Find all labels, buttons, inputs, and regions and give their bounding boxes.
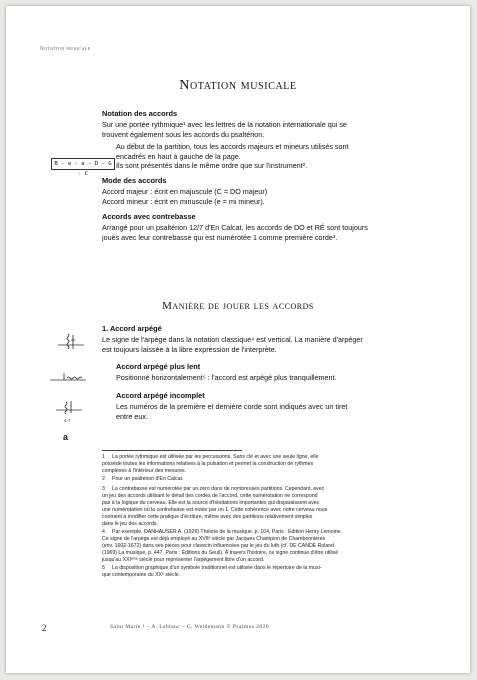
arpeggio-string-range: 4-7	[64, 418, 71, 423]
page-number: 2	[42, 623, 47, 633]
horizontal-arpeggio-icon	[50, 371, 94, 385]
chord-letter-a: a	[63, 432, 69, 442]
paragraph-line: entre eux.	[116, 411, 148, 421]
paragraph-line: joués avec leur contrebasse qui est numérotée 1 comme première corde³.	[102, 232, 338, 242]
footnote-divider	[102, 450, 242, 451]
page-footer: Salut Marie ! – A. Leblanc – C. Weidemann © Psalmos 2020	[110, 624, 269, 630]
footnote-3: 3 La contrebasse est numérotée par un zéro dans de nombreuses partitions. Cependant, avec un jeu des accords utilisant le détail des cordes de l'accord, cette numérotation ne correspond pas à la logique du cerveau. Elle est la source d'hésitations importantes qui disparaissent avec une numérotation où la contrebasse est notée par un 1. Cette cohérence avec notre cerveau nous contraint à modifier cette pratique d'écriture, même avec des partitions relativement simples dans le jeu des accords.	[102, 486, 328, 527]
footnote-4: 4 Par exemple, DANHAUSER A. (1929) Théorie de la musique, p. 104, Paris : Édition Henry Lemoine. Ce signe de l'arpège est déjà employé au XVIIᵉ siècle par Jacques Champion de Chambonnières (env. 1602-1672) dans ses pièces pour clavecin influencées par le jeu du luth (cf. DE CANDÉ Roland (1969) La musique, p. 447, Paris : Éditions du Seuil). À travers l'histoire, ce signe continue d'être utilisé jusqu'au XXIᵉᵐᵉ siècle pour représenter l'arpègement libre d'un accord.	[102, 529, 342, 563]
section-title: Manière de jouer les accords	[162, 300, 314, 312]
paragraph-line: Sur une portée rythmique¹ avec les lettres de la notation internationale qui se	[102, 120, 347, 129]
incomplete-arpeggio-icon	[56, 398, 86, 426]
footnote-1: 1 La portée rythmique est utilisée par les percussions. Sans clé et avec une seule ligne, elle possède toutes les informations relatives à la pulsation et permet la construction de rythmes complexes à l'intérieur des mesures.	[102, 454, 319, 474]
footnote-5: 5 La disposition graphique d'un symbole traditionnel est utilisée dans le répertoire de la musi- que contemporaine du XXᵉ siècle.	[102, 565, 322, 578]
heading-arpeggiated-chord: 1. Accord arpégé	[102, 324, 162, 333]
paragraph-line: Arrangé pour un psaltérion 12/7 d'En Calcat, les accords de DO et RÉ sont toujours	[102, 223, 368, 232]
heading-incomplete-arpeggio: Accord arpégé incomplet	[116, 391, 205, 400]
vertical-arpeggio-icon	[58, 332, 86, 352]
paragraph-line: Au début de la partition, tous les accords majeurs et mineurs utilisés sont	[116, 142, 349, 151]
heading-slow-arpeggio: Accord arpégé plus lent	[116, 362, 201, 371]
heading-double-bass: Accords avec contrebasse	[102, 212, 196, 221]
paragraph-line: Accord mineur : écrit en minuscule (e = mi mineur).	[102, 196, 265, 206]
paragraph-line: Ils sont présentés dans le même ordre que sur l'instrument².	[116, 161, 308, 170]
paragraph-line: Accord majeur : écrit en majuscule (C = DO majeur)	[102, 187, 268, 196]
heading-chord-notation: Notation des accords	[102, 109, 178, 118]
paragraph-line: trouvent également sous les accords du psaltérion.	[102, 129, 265, 139]
document-page	[6, 6, 470, 673]
footnote-2: 2 Pour un psaltérion d'En Calcat.	[102, 476, 184, 482]
chord-box-example: B - e - a - D - G - C	[51, 158, 115, 170]
page-title: Notation musicale	[179, 78, 297, 93]
paragraph-line: Les numéros de la première et dernière corde sont indiqués avec un tiret	[116, 402, 348, 411]
paragraph-line: est toujours laissée à la libre expression de l'interprète.	[102, 344, 277, 354]
paragraph-line: Le signe de l'arpège dans la notation classique⁴ est vertical. La manière d'arpéger	[102, 335, 363, 344]
heading-chord-modes: Mode des accords	[102, 176, 167, 185]
paragraph-line: encadrés en haut à gauche de la page.	[116, 151, 241, 161]
paragraph-line: Positionné horizontalement⁵ : l'accord est arpégé plus tranquillement.	[116, 373, 337, 382]
running-head: Notation musicale	[40, 47, 91, 52]
